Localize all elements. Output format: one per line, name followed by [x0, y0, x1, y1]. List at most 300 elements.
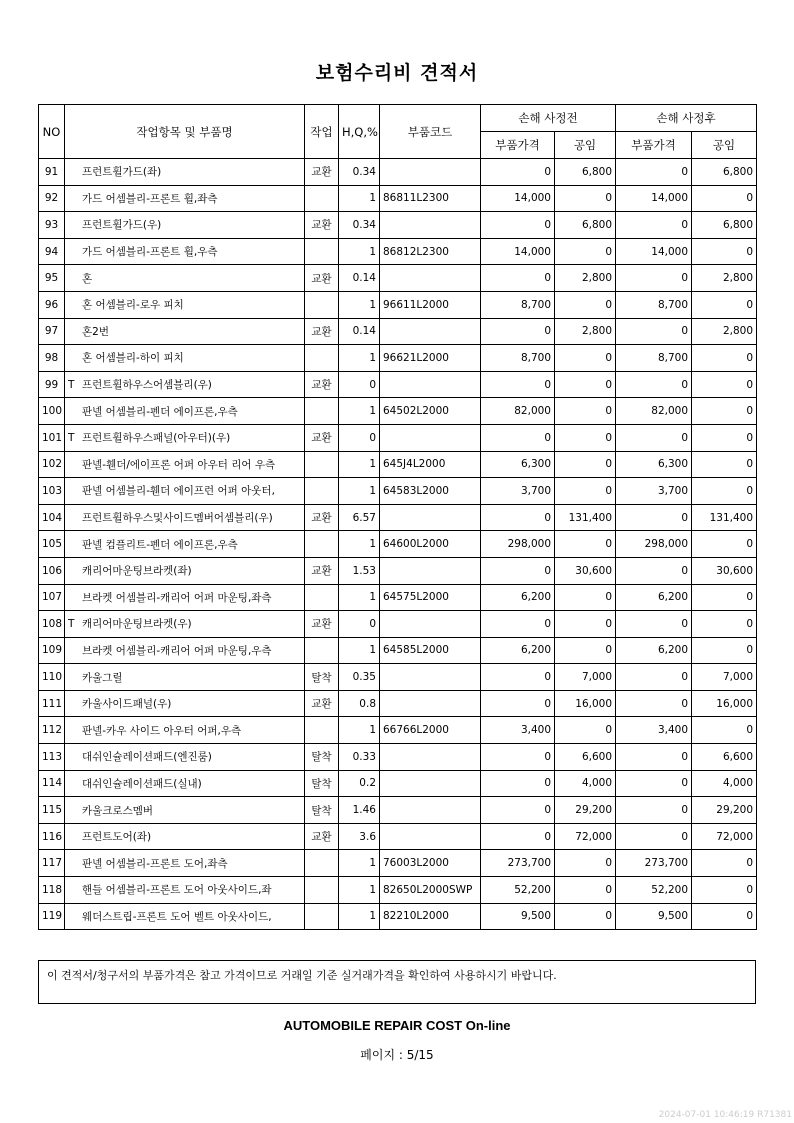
- row-item-label: 가드 어셈블리-프론트 휠,우측: [82, 246, 218, 259]
- row-part-code: [380, 557, 481, 584]
- row-item: [65, 584, 305, 611]
- row-before-labor: 0: [555, 637, 616, 664]
- row-no: 104: [39, 504, 65, 531]
- row-after-part-price: 0: [616, 318, 692, 345]
- row-after-labor: 6,600: [692, 744, 757, 771]
- row-work: 교환: [305, 823, 339, 850]
- row-part-code: 64583L2000: [380, 478, 481, 505]
- row-after-labor: 0: [692, 291, 757, 318]
- row-before-labor: 131,400: [555, 504, 616, 531]
- row-hq: 1: [339, 717, 380, 744]
- row-after-part-price: 14,000: [616, 238, 692, 265]
- row-after-part-price: 6,200: [616, 584, 692, 611]
- row-after-part-price: 298,000: [616, 531, 692, 558]
- row-part-code: 645J4L2000: [380, 451, 481, 478]
- row-item: [65, 877, 305, 904]
- row-part-code: 76003L2000: [380, 850, 481, 877]
- row-after-labor: 131,400: [692, 504, 757, 531]
- row-after-labor: 0: [692, 717, 757, 744]
- row-work: [305, 850, 339, 877]
- row-hq: 1: [339, 850, 380, 877]
- row-item: [65, 664, 305, 691]
- row-after-labor: 0: [692, 637, 757, 664]
- row-after-labor: 0: [692, 345, 757, 372]
- header-after-part-price: 부품가격: [616, 132, 692, 159]
- row-part-code: [380, 318, 481, 345]
- row-item-label: 프런트휠하우스어셈블리(우): [82, 379, 212, 392]
- row-no: 93: [39, 212, 65, 239]
- row-part-code: [380, 744, 481, 771]
- row-flag: T: [68, 618, 75, 631]
- table-row: [39, 371, 757, 398]
- row-item-label: 캐리어마운팅브라켓(좌): [82, 565, 192, 578]
- row-after-part-price: 0: [616, 744, 692, 771]
- row-part-code: 82210L2000: [380, 903, 481, 930]
- row-before-part-price: 52,200: [481, 877, 555, 904]
- row-work: 교환: [305, 557, 339, 584]
- row-no: 117: [39, 850, 65, 877]
- row-before-part-price: 9,500: [481, 903, 555, 930]
- row-part-code: [380, 212, 481, 239]
- row-before-part-price: 0: [481, 823, 555, 850]
- row-no: 101: [39, 424, 65, 451]
- row-item-label: 웨더스트립-프론트 도어 벨트 아웃사이드,: [82, 910, 272, 923]
- header-after-labor: 공임: [692, 132, 757, 159]
- row-before-part-price: 0: [481, 159, 555, 186]
- row-work: [305, 584, 339, 611]
- row-after-labor: 0: [692, 478, 757, 505]
- row-work: [305, 291, 339, 318]
- row-item: [65, 424, 305, 451]
- table-row: [39, 291, 757, 318]
- price-notice: 이 견적서/청구서의 부품가격은 참고 가격이므로 거래일 기준 실거래가격을 확인하여 사용하시기 바랍니다.: [38, 960, 756, 1004]
- row-item-label: 가드 어셈블리-프론트 휠,좌측: [82, 192, 218, 205]
- row-part-code: 82650L2000SWP: [380, 877, 481, 904]
- row-after-part-price: 0: [616, 797, 692, 824]
- row-work: [305, 451, 339, 478]
- row-item: [65, 212, 305, 239]
- row-item: [65, 185, 305, 212]
- row-item: [65, 531, 305, 558]
- row-hq: 1: [339, 903, 380, 930]
- row-before-labor: 6,600: [555, 744, 616, 771]
- row-work: [305, 903, 339, 930]
- row-after-part-price: 0: [616, 212, 692, 239]
- row-no: 102: [39, 451, 65, 478]
- row-item: [65, 717, 305, 744]
- row-part-code: [380, 611, 481, 638]
- row-hq: 1.53: [339, 557, 380, 584]
- page-number: 페이지 : 5/15: [360, 1048, 434, 1062]
- row-item: [65, 265, 305, 292]
- row-after-labor: 0: [692, 371, 757, 398]
- row-after-labor: 0: [692, 611, 757, 638]
- row-no: 103: [39, 478, 65, 505]
- row-before-labor: 6,800: [555, 212, 616, 239]
- row-after-part-price: 0: [616, 265, 692, 292]
- row-work: 교환: [305, 504, 339, 531]
- row-before-labor: 4,000: [555, 770, 616, 797]
- row-work: 탈착: [305, 744, 339, 771]
- row-no: 115: [39, 797, 65, 824]
- row-item: [65, 557, 305, 584]
- row-after-part-price: 0: [616, 504, 692, 531]
- row-item-label: 판넬-휀더/에이프론 어퍼 아우터 리어 우측: [82, 458, 276, 471]
- row-work: 교환: [305, 371, 339, 398]
- estimate-rows: [39, 159, 757, 930]
- row-no: 98: [39, 345, 65, 372]
- row-after-part-price: 0: [616, 557, 692, 584]
- row-no: 112: [39, 717, 65, 744]
- row-after-part-price: 8,700: [616, 345, 692, 372]
- row-item: [65, 903, 305, 930]
- row-after-labor: 6,800: [692, 159, 757, 186]
- row-before-labor: 0: [555, 717, 616, 744]
- row-item: [65, 850, 305, 877]
- table-row: [39, 823, 757, 850]
- row-before-part-price: 3,700: [481, 478, 555, 505]
- row-before-labor: 0: [555, 424, 616, 451]
- row-no: 106: [39, 557, 65, 584]
- row-item: [65, 770, 305, 797]
- print-timestamp: 2024-07-01 10:46:19 R71381: [658, 1110, 792, 1120]
- row-after-labor: 16,000: [692, 690, 757, 717]
- row-after-labor: 0: [692, 238, 757, 265]
- header-part-code: 부품코드: [380, 105, 481, 159]
- row-item: [65, 371, 305, 398]
- row-before-part-price: 0: [481, 424, 555, 451]
- row-work: 교환: [305, 690, 339, 717]
- row-item: [65, 797, 305, 824]
- table-row: [39, 877, 757, 904]
- row-item-label: 혼 어셈블리-로우 피치: [82, 299, 184, 312]
- row-work: 교환: [305, 424, 339, 451]
- row-before-labor: 16,000: [555, 690, 616, 717]
- row-item-label: 판넬 어셈블리-펜더 에이프론,우측: [82, 405, 238, 418]
- row-item-label: 프런트휠하우스및사이드멤버어셈블리(우): [82, 512, 273, 525]
- row-hq: 0.14: [339, 318, 380, 345]
- row-no: 95: [39, 265, 65, 292]
- row-hq: 1: [339, 291, 380, 318]
- row-hq: 0.14: [339, 265, 380, 292]
- row-after-part-price: 0: [616, 159, 692, 186]
- row-after-part-price: 273,700: [616, 850, 692, 877]
- row-item: [65, 398, 305, 425]
- header-before-part-price: 부품가격: [481, 132, 555, 159]
- row-after-part-price: 0: [616, 664, 692, 691]
- row-before-labor: 0: [555, 611, 616, 638]
- row-item-label: 프런트휠가드(좌): [82, 166, 162, 179]
- row-item: [65, 611, 305, 638]
- header-before-labor: 공임: [555, 132, 616, 159]
- row-after-part-price: 14,000: [616, 185, 692, 212]
- row-part-code: 96611L2000: [380, 291, 481, 318]
- row-hq: 0: [339, 611, 380, 638]
- row-no: 107: [39, 584, 65, 611]
- row-after-part-price: 3,400: [616, 717, 692, 744]
- row-work: [305, 238, 339, 265]
- row-hq: 1: [339, 637, 380, 664]
- row-after-labor: 0: [692, 584, 757, 611]
- row-work: [305, 877, 339, 904]
- row-after-labor: 30,600: [692, 557, 757, 584]
- row-item: [65, 690, 305, 717]
- table-row: [39, 584, 757, 611]
- header-after-assessment: 손해 사정후: [616, 105, 757, 132]
- row-after-labor: 7,000: [692, 664, 757, 691]
- row-item-label: 카울크로스멤버: [82, 804, 154, 817]
- row-after-part-price: 0: [616, 770, 692, 797]
- table-row: [39, 265, 757, 292]
- estimate-table: [38, 104, 757, 930]
- row-item: [65, 744, 305, 771]
- table-row: [39, 557, 757, 584]
- row-hq: 0.8: [339, 690, 380, 717]
- row-item-label: 혼: [82, 272, 93, 285]
- row-before-labor: 0: [555, 371, 616, 398]
- row-before-labor: 0: [555, 478, 616, 505]
- row-part-code: 64575L2000: [380, 584, 481, 611]
- row-before-labor: 2,800: [555, 265, 616, 292]
- row-no: 114: [39, 770, 65, 797]
- table-row: [39, 744, 757, 771]
- row-before-part-price: 0: [481, 611, 555, 638]
- table-row: [39, 664, 757, 691]
- row-part-code: 64502L2000: [380, 398, 481, 425]
- row-before-labor: 0: [555, 584, 616, 611]
- row-before-labor: 29,200: [555, 797, 616, 824]
- row-before-labor: 0: [555, 238, 616, 265]
- row-after-labor: 0: [692, 424, 757, 451]
- row-part-code: 96621L2000: [380, 345, 481, 372]
- row-part-code: [380, 371, 481, 398]
- row-before-part-price: 273,700: [481, 850, 555, 877]
- row-work: [305, 717, 339, 744]
- row-before-part-price: 6,300: [481, 451, 555, 478]
- row-item-label: 프런트휠가드(우): [82, 219, 162, 232]
- table-row: [39, 611, 757, 638]
- row-before-part-price: 0: [481, 690, 555, 717]
- table-row: [39, 903, 757, 930]
- row-hq: 0.2: [339, 770, 380, 797]
- row-work: 교환: [305, 265, 339, 292]
- table-row: [39, 159, 757, 186]
- row-hq: 0.33: [339, 744, 380, 771]
- row-after-labor: 2,800: [692, 318, 757, 345]
- row-no: 96: [39, 291, 65, 318]
- row-before-part-price: 0: [481, 797, 555, 824]
- row-work: [305, 185, 339, 212]
- row-no: 105: [39, 531, 65, 558]
- row-before-part-price: 82,000: [481, 398, 555, 425]
- row-item: [65, 318, 305, 345]
- row-hq: 1: [339, 478, 380, 505]
- table-row: [39, 212, 757, 239]
- row-before-part-price: 0: [481, 504, 555, 531]
- row-after-part-price: 0: [616, 823, 692, 850]
- row-item-label: 판넬 어셈블리-프론트 도어,좌측: [82, 857, 228, 870]
- row-hq: 1: [339, 531, 380, 558]
- row-hq: 3.6: [339, 823, 380, 850]
- row-before-labor: 0: [555, 451, 616, 478]
- row-no: 108: [39, 611, 65, 638]
- row-before-part-price: 0: [481, 664, 555, 691]
- document-title: 보험수리비 견적서: [315, 62, 479, 84]
- row-item: [65, 291, 305, 318]
- row-hq: 1: [339, 584, 380, 611]
- row-after-labor: 2,800: [692, 265, 757, 292]
- row-flag: T: [68, 432, 75, 445]
- header-no: NO: [39, 105, 65, 159]
- row-hq: 0.34: [339, 212, 380, 239]
- row-after-labor: 29,200: [692, 797, 757, 824]
- table-row: [39, 531, 757, 558]
- row-before-part-price: 0: [481, 770, 555, 797]
- row-item: [65, 823, 305, 850]
- row-item-label: 카울사이드패널(우): [82, 698, 172, 711]
- row-item-label: 프런트도어(좌): [82, 831, 152, 844]
- row-part-code: 86811L2300: [380, 185, 481, 212]
- row-before-labor: 6,800: [555, 159, 616, 186]
- row-no: 116: [39, 823, 65, 850]
- row-before-part-price: 298,000: [481, 531, 555, 558]
- row-work: 탈착: [305, 664, 339, 691]
- row-before-part-price: 0: [481, 371, 555, 398]
- row-after-labor: 72,000: [692, 823, 757, 850]
- table-row: [39, 504, 757, 531]
- row-before-labor: 30,600: [555, 557, 616, 584]
- row-part-code: [380, 159, 481, 186]
- row-item: [65, 159, 305, 186]
- footer-title: AUTOMOBILE REPAIR COST On-line: [283, 1018, 511, 1033]
- row-before-labor: 0: [555, 850, 616, 877]
- row-hq: 1: [339, 398, 380, 425]
- row-work: 교환: [305, 318, 339, 345]
- table-row: [39, 797, 757, 824]
- row-before-part-price: 0: [481, 212, 555, 239]
- row-part-code: [380, 664, 481, 691]
- row-no: 111: [39, 690, 65, 717]
- row-item-label: 대쉬인슐레이션패드(엔진룸): [82, 751, 212, 764]
- row-after-part-price: 0: [616, 690, 692, 717]
- row-after-part-price: 9,500: [616, 903, 692, 930]
- row-after-part-price: 82,000: [616, 398, 692, 425]
- row-before-part-price: 14,000: [481, 238, 555, 265]
- row-after-labor: 0: [692, 850, 757, 877]
- row-work: 교환: [305, 159, 339, 186]
- row-hq: 1: [339, 451, 380, 478]
- row-after-part-price: 0: [616, 371, 692, 398]
- row-before-labor: 0: [555, 398, 616, 425]
- row-item-label: 판넬 어셈블리-휀더 에이프런 어퍼 아웃터,: [82, 485, 275, 498]
- row-before-part-price: 0: [481, 265, 555, 292]
- row-no: 113: [39, 744, 65, 771]
- row-item-label: 캐리어마운팅브라켓(우): [82, 618, 192, 631]
- row-part-code: 66766L2000: [380, 717, 481, 744]
- row-after-labor: 0: [692, 903, 757, 930]
- row-part-code: [380, 770, 481, 797]
- row-after-labor: 0: [692, 185, 757, 212]
- row-item-label: 카울그릴: [82, 671, 123, 684]
- header-item: 작업항목 및 부품명: [65, 105, 305, 159]
- row-before-labor: 0: [555, 877, 616, 904]
- row-part-code: 86812L2300: [380, 238, 481, 265]
- table-row: [39, 345, 757, 372]
- row-work: [305, 398, 339, 425]
- table-row: [39, 850, 757, 877]
- row-after-labor: 4,000: [692, 770, 757, 797]
- row-before-labor: 0: [555, 531, 616, 558]
- row-work: [305, 637, 339, 664]
- table-row: [39, 770, 757, 797]
- row-no: 99: [39, 371, 65, 398]
- row-after-labor: 0: [692, 531, 757, 558]
- row-part-code: [380, 424, 481, 451]
- table-row: [39, 424, 757, 451]
- row-hq: 0.35: [339, 664, 380, 691]
- row-part-code: [380, 823, 481, 850]
- table-row: [39, 717, 757, 744]
- row-item: [65, 238, 305, 265]
- row-no: 118: [39, 877, 65, 904]
- row-no: 91: [39, 159, 65, 186]
- row-no: 110: [39, 664, 65, 691]
- row-part-code: [380, 265, 481, 292]
- row-part-code: 64585L2000: [380, 637, 481, 664]
- row-hq: 1: [339, 185, 380, 212]
- row-no: 119: [39, 903, 65, 930]
- table-row: [39, 478, 757, 505]
- row-no: 97: [39, 318, 65, 345]
- row-item: [65, 637, 305, 664]
- row-item: [65, 478, 305, 505]
- row-item-label: 혼 어셈블리-하이 피치: [82, 352, 184, 365]
- header-work: 작업: [305, 105, 339, 159]
- row-before-part-price: 8,700: [481, 345, 555, 372]
- row-item: [65, 504, 305, 531]
- row-item-label: 판넬 컴플리트-펜더 에이프론,우측: [82, 538, 238, 551]
- row-before-labor: 0: [555, 903, 616, 930]
- row-after-labor: 0: [692, 398, 757, 425]
- row-work: 교환: [305, 212, 339, 239]
- row-after-part-price: 0: [616, 424, 692, 451]
- row-after-labor: 0: [692, 877, 757, 904]
- row-before-part-price: 0: [481, 557, 555, 584]
- row-hq: 0: [339, 424, 380, 451]
- header-before-assessment: 손해 사정전: [481, 105, 616, 132]
- row-work: 탈착: [305, 797, 339, 824]
- row-before-labor: 0: [555, 345, 616, 372]
- row-no: 100: [39, 398, 65, 425]
- row-hq: 6.57: [339, 504, 380, 531]
- row-item: [65, 451, 305, 478]
- row-item-label: 판넬-카우 사이드 아우터 어퍼,우측: [82, 724, 242, 737]
- table-row: [39, 185, 757, 212]
- row-no: 92: [39, 185, 65, 212]
- row-before-labor: 0: [555, 291, 616, 318]
- row-after-part-price: 8,700: [616, 291, 692, 318]
- row-part-code: 64600L2000: [380, 531, 481, 558]
- row-after-part-price: 0: [616, 611, 692, 638]
- row-work: 교환: [305, 611, 339, 638]
- table-row: [39, 238, 757, 265]
- row-work: 탈착: [305, 770, 339, 797]
- row-item-label: 대쉬인슐레이션패드(실내): [82, 777, 202, 790]
- row-before-labor: 0: [555, 185, 616, 212]
- row-flag: T: [68, 379, 75, 392]
- row-part-code: [380, 690, 481, 717]
- row-before-part-price: 14,000: [481, 185, 555, 212]
